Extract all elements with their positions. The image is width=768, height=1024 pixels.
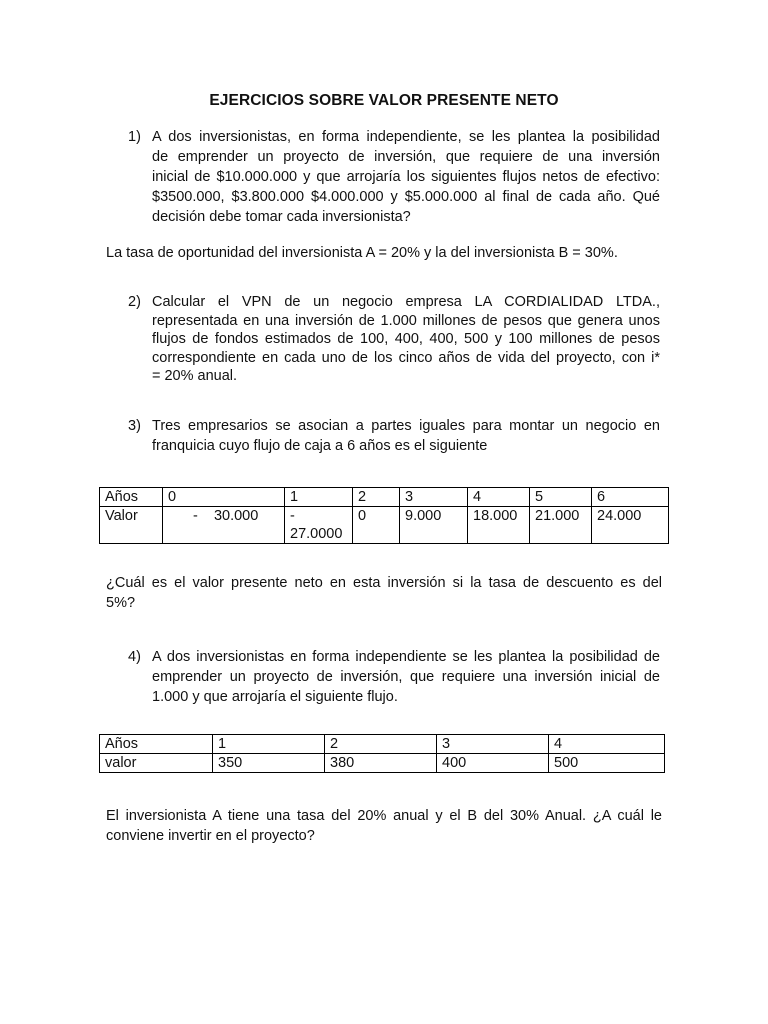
text-line: El inversionista A tiene una tasa del 20% anual y el B del 30% Anual. ¿A cuál le <box>106 808 662 824</box>
table-cell <box>285 507 353 544</box>
text-line: Calcular el VPN de un negocio empresa LA CORDIALIDAD LTDA., <box>152 294 660 310</box>
table-cell: 18.000 <box>468 507 530 544</box>
exercise-number: 4) <box>128 649 141 665</box>
table-cell: 3 <box>437 735 549 754</box>
table-cell: 24.000 <box>592 507 669 544</box>
table-cell: 350 <box>213 754 325 773</box>
table-cell: 5 <box>530 488 592 507</box>
table-cell: 500 <box>549 754 665 773</box>
exercise-3-question <box>106 573 662 613</box>
table-cell: 380 <box>325 754 437 773</box>
table-row <box>100 735 665 754</box>
table-cell: 2 <box>325 735 437 754</box>
table-row <box>100 754 665 773</box>
table-cell: 21.000 <box>530 507 592 544</box>
text-line: decisión debe tomar cada inversionista? <box>152 209 411 225</box>
page-title: EJERCICIOS SOBRE VALOR PRESENTE NETO <box>209 92 559 109</box>
table-cell: - 30.000 <box>163 507 285 544</box>
exercise-4-question <box>106 806 662 846</box>
exercise-3-text <box>152 416 660 456</box>
exercise-1-text <box>152 127 660 227</box>
exercise-2-text <box>152 293 660 386</box>
text-line: A dos inversionistas, en forma independiente, se les plantea la posibilidad <box>152 129 660 145</box>
table-cell: Años <box>100 735 213 754</box>
table-cell: valor <box>100 754 213 773</box>
text-line: = 20% anual. <box>152 368 238 384</box>
table-cell: 9.000 <box>400 507 468 544</box>
table-cell: 4 <box>468 488 530 507</box>
table-cell: 1 <box>213 735 325 754</box>
table-cell: Años <box>100 488 163 507</box>
text-line: conviene invertir en el proyecto? <box>106 828 315 844</box>
text-line: franquicia cuyo flujo de caja a 6 años es el siguiente <box>152 438 488 454</box>
text-line: emprender un proyecto de inversión, que requiere una inversión inicial de <box>152 669 660 685</box>
text-line: inicial de $10.000.000 y que arrojaría los siguientes flujos netos de efectivo: <box>152 169 660 185</box>
text-line: Tres empresarios se asocian a partes iguales para montar un negocio en <box>152 418 660 434</box>
cell-line: - <box>290 508 295 524</box>
table-cell: 6 <box>592 488 669 507</box>
text-line: representada en una inversión de 1.000 millones de pesos que genera unos <box>152 312 660 329</box>
text-line: $3500.000, $3.800.000 $4.000.000 y $5.000.000 al final de cada año. Qué <box>152 189 660 205</box>
text-line: correspondiente en cada uno de los cinco años de vida del proyecto, con i* <box>152 349 660 366</box>
text-line: A dos inversionistas en forma independiente se les plantea la posibilidad de <box>152 649 660 665</box>
table-cell: 1 <box>285 488 353 507</box>
table-cell: 2 <box>353 488 400 507</box>
text-line: 1.000 y que arrojaría el siguiente flujo. <box>152 689 398 705</box>
exercise-number: 2) <box>128 294 141 310</box>
cell-line: 27.0000 <box>290 526 343 542</box>
table-cell: 400 <box>437 754 549 773</box>
table-row <box>100 488 669 507</box>
exercise-number: 1) <box>128 129 141 145</box>
exercise-number: 3) <box>128 418 141 434</box>
text-line: de emprender un proyecto de inversión, que requiere de una inversión <box>152 149 660 165</box>
text-line: 5%? <box>106 595 136 611</box>
text-line: flujos de fondos estimados de 100, 400, 400, 500 y 100 millones de pesos <box>152 331 660 347</box>
table-cell: 0 <box>163 488 285 507</box>
table-row <box>100 507 669 544</box>
table-cell: Valor <box>100 507 163 544</box>
table-cell: 3 <box>400 488 468 507</box>
text-line: ¿Cuál es el valor presente neto en esta inversión si la tasa de descuento es del <box>106 575 662 591</box>
exercise-1-note: La tasa de oportunidad del inversionista A = 20% y la del inversionista B = 30%. <box>106 245 618 261</box>
cash-flow-table-2 <box>99 734 665 773</box>
table-cell: 0 <box>353 507 400 544</box>
cash-flow-table-1 <box>99 487 669 544</box>
exercise-4-text <box>152 647 660 707</box>
table-cell: 4 <box>549 735 665 754</box>
